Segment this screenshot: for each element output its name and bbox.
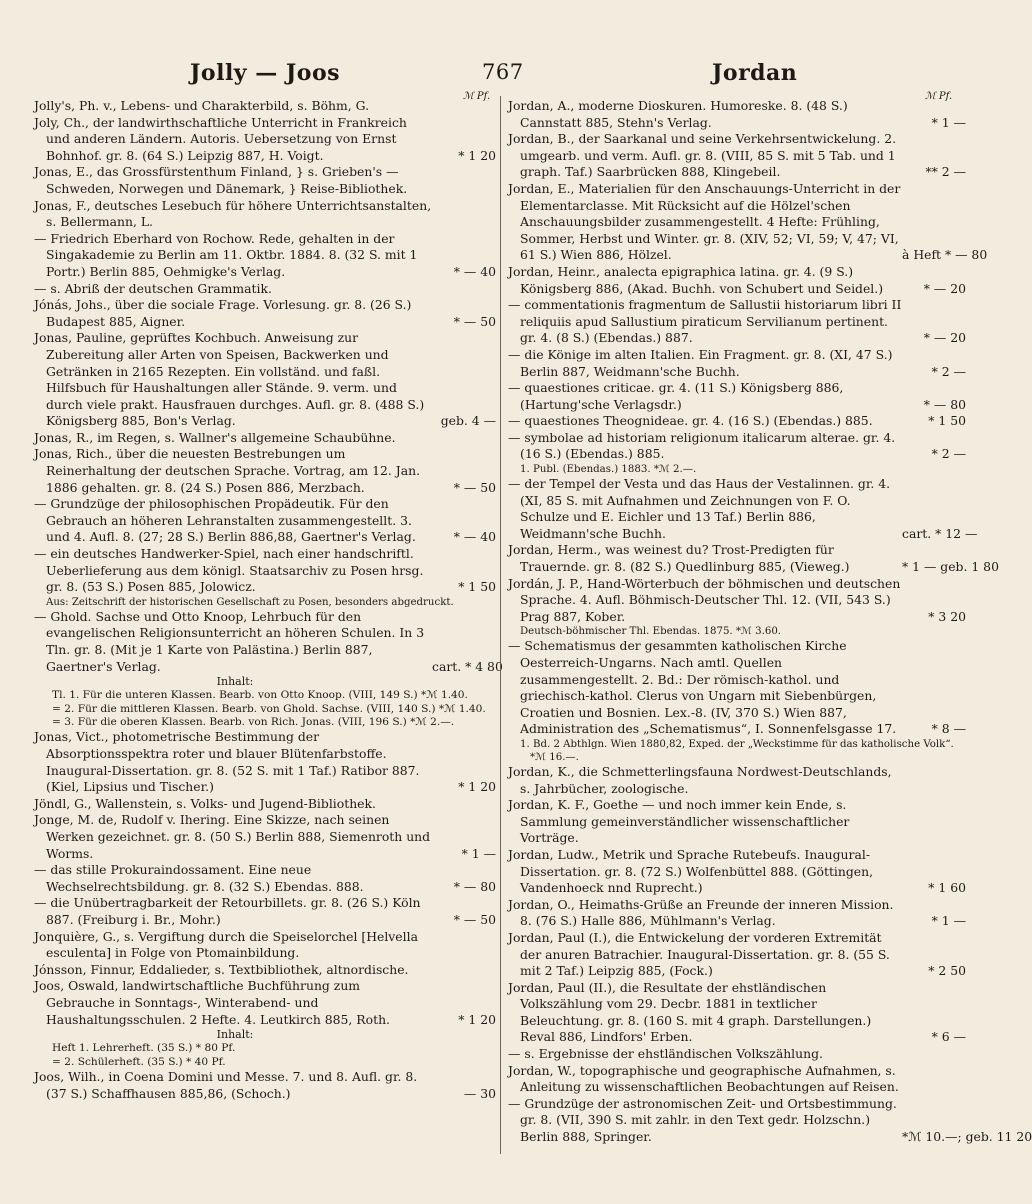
- entry-price: * 8 —: [931, 721, 966, 737]
- entry-note: Aus: Zeitschrift der historischen Gesellschaft zu Posen, besonders abgedruckt.: [46, 596, 454, 608]
- entry-price: * — 80: [453, 878, 496, 894]
- catalog-entry: [508, 764, 966, 797]
- catalog-entry: [508, 131, 966, 181]
- entry-price: * 6 —: [931, 1029, 966, 1045]
- contents-line: Heft 1. Lehrerheft. (35 S.) * 80 Pf.: [52, 1042, 236, 1055]
- entry-text: — Grundzüge der philosophischen Propädeutik. Für den Gebrauch an höheren Lehranstalten zusammengestellt. 3. und 4. Aufl. 8. (27; 28 S.) Berlin 886,88, Gaertner's Verlag.: [34, 496, 416, 545]
- entry-note: Deutsch-böhmischer Thl. Ebendas. 1875. *ℳ 3.60.: [520, 626, 782, 638]
- entry-price: * — 50: [453, 313, 496, 329]
- catalog-entry: [508, 380, 966, 413]
- catalog-entry: [508, 797, 966, 847]
- entry-text: Jónsson, Finnur, Eddalieder, s. Textbibliothek, altnordische.: [34, 961, 409, 977]
- catalog-entry: [508, 264, 966, 297]
- entry-text: — ein deutsches Handwerker-Spiel, nach einer handschriftl. Ueberlieferung aus dem königl. Staatsarchiv zu Posen hrsg. gr. 8. (53 S.) Posen 885, Jolowicz.: [34, 546, 424, 595]
- entry-price: * — 80: [923, 396, 966, 412]
- entry-price: * 1 —: [931, 913, 966, 929]
- entry-text: — Friedrich Eberhard von Rochow. Rede, gehalten in der Singakademie zu Berlin am 11. Oktbr. 1884. 8. (32 S. mit 1 Portr.) Berlin 885, Oehmigke's Verlag.: [34, 230, 418, 279]
- entry-text: Jordan, Paul (II.), die Resultate der ehstländischen Volkszählung vom 29. Decbr. 1881 in textlicher Beleuchtung. gr. 8. (160 S. mit 4 graph. Darstellungen.) Reval 886, Lindfors' Erben.: [508, 979, 872, 1045]
- left-column: [34, 98, 503, 1102]
- catalog-entry: [508, 1063, 966, 1096]
- catalog-entry: [34, 297, 496, 330]
- entry-price: * 3 20: [928, 608, 966, 624]
- catalog-entry: [34, 164, 496, 197]
- entry-text: Jordan, O., Heimaths-Grüße an Freunde der inneren Mission. 8. (76 S.) Halle 886, Mühlmann's Verlag.: [508, 896, 894, 929]
- entry-text: Jordan, Ludw., Metrik und Sprache Rutebeufs. Inaugural-Dissertation. gr. 8. (72 S.) Wolfenbüttel 888. (Göttingen, Vandenhoeck nnd Ruprecht.): [508, 846, 874, 896]
- catalog-entry: [508, 1046, 966, 1063]
- entry-text: Jonas, Rich., über die neuesten Bestrebungen um Reinerhaltung der deutschen Sprache. Vortrag, am 12. Jan. 1886 gehalten. gr. 8. (24 S.) Posen 886, Merzbach.: [34, 446, 421, 495]
- entry-price: * 1 20: [458, 1011, 496, 1027]
- catalog-entry: [508, 930, 966, 980]
- catalog-entry: [34, 796, 496, 813]
- catalog-entry: [508, 347, 966, 380]
- currency-header-right: ℳ Pf.: [925, 91, 953, 102]
- catalog-entry: [508, 847, 966, 897]
- catalog-entry: [508, 180, 988, 264]
- catalog-entry: [34, 608, 503, 675]
- entry-text: Jonas, F., deutsches Lesebuch für höhere Unterrichtsanstalten, s. Bellermann, L.: [34, 197, 432, 230]
- contents-heading: Inhalt:: [216, 675, 254, 689]
- entry-text: Jonas, Vict., photometrische Bestimmung der Absorptionsspektra roter und blauer Blütenfarbstoffe. Inaugural-Dissertation. gr. 8. (52 S. mit 1 Taf.) Ratibor 887. (Kiel, Lipsius und Tischer.): [34, 729, 420, 795]
- catalog-entry: [34, 546, 496, 596]
- entry-text: — quaestiones Theognideae. gr. 4. (16 S.) (Ebendas.) 885.: [508, 413, 873, 429]
- entry-text: — Ghold. Sachse und Otto Knoop, Lehrbuch für den evangelischen Religionsunterricht an höheren Schulen. In 3 Tln. gr. 8. (Mit je 1 Karte von Palästina.) Berlin 887, Gaertner's Verlag.: [34, 608, 425, 674]
- entry-price: *ℳ 10.—; geb. 11 20: [902, 1129, 1032, 1145]
- catalog-entry: [34, 862, 496, 895]
- entry-price: geb. 4 —: [440, 413, 496, 429]
- entry-price: * — 40: [453, 529, 496, 545]
- catalog-entry: [508, 430, 966, 463]
- entry-text: — Schematismus der gesammten katholischen Kirche Oesterreich-Ungarns. Nach amtl. Quellen zusammengestellt. 2. Bd.: Der römisch-kathol. und griechisch-kathol. Clerus von Ungarn mit Siebenbürgen, Croatien und Bosnien. Lex.-8. (IV, 370 S.) Wien 887, Administration des „Schematismus“, I. Sonnenfelsgasse 17.: [508, 638, 897, 737]
- entry-price: * 2 50: [928, 963, 966, 979]
- column-divider: [500, 96, 501, 1154]
- entry-text: Jordan, W., topographische und geographische Aufnahmen, s. Anleitung zu wissenschaftlichen Beobachtungen auf Reisen.: [508, 1062, 899, 1095]
- entry-text: — commentationis fragmentum de Sallustii historiarum libri II reliquiis apud Sallustium piraticum Servilianum pertinent. gr. 4. (8 S.) (Ebendas.) 887.: [508, 297, 902, 346]
- catalog-entry: [508, 297, 966, 347]
- entry-price: * 1 20: [458, 147, 496, 163]
- contents-line: = 3. Für die oberen Klassen. Bearb. von Rich. Jonas. (VIII, 196 S.) *ℳ 2.—.: [52, 716, 455, 728]
- catalog-entry: [34, 115, 496, 165]
- catalog-entry: [508, 98, 966, 131]
- catalog-entry: [34, 978, 496, 1028]
- entry-text: — Grundzüge der astronomischen Zeit- und Ortsbestimmung. gr. 8. (VII, 390 S. mit zahlr. in den Text gedr. Holzschn.) Berlin 888, Springer.: [508, 1095, 897, 1145]
- entry-price: * — 50: [453, 479, 496, 495]
- catalog-entry: [34, 962, 496, 979]
- entry-price: * — 20: [923, 280, 966, 296]
- entry-text: Jordan, B., der Saarkanal und seine Verkehrsentwickelung. 2. umgearb. und verm. Aufl. gr. 8. (VIII, 85 S. mit 5 Tab. und 1 graph. Taf.) Saarbrücken 888, Klingebeil.: [508, 131, 897, 180]
- entry-text: Jordan, K. F., Goethe — und noch immer kein Ende, s. Sammlung gemeinverständlicher wissenschaftlicher Vorträge.: [508, 797, 850, 846]
- contents-line: = 2. Schülerheft. (35 S.) * 40 Pf.: [52, 1055, 226, 1068]
- entry-text: — quaestiones criticae. gr. 4. (11 S.) Königsberg 886, (Hartung'sche Verlagsdr.): [508, 380, 844, 412]
- catalog-entry: [34, 281, 496, 298]
- catalog-entry: [34, 812, 496, 862]
- entry-note: 1. Publ. (Ebendas.) 1883. *ℳ 2.—.: [520, 464, 697, 476]
- entry-price: * 1 —: [931, 114, 966, 130]
- catalog-entry: [34, 895, 496, 928]
- catalog-entry: [34, 729, 496, 795]
- entry-price: * 1 20: [458, 779, 496, 795]
- left-running-head: Jolly — Joos: [190, 60, 341, 86]
- entry-text: Jonas, R., im Regen, s. Wallner's allgemeine Schaubühne.: [34, 429, 396, 445]
- entry-text: Jonge, M. de, Rudolf v. Ihering. Eine Skizze, nach seinen Werken gezeichnet. gr. 8. (50 S.) Berlin 888, Siemenroth und Worms.: [34, 812, 431, 861]
- catalog-entry: [34, 929, 496, 962]
- catalog-entry: [34, 98, 496, 115]
- entry-price: cart. * 4 80: [432, 658, 503, 674]
- catalog-entry: [508, 897, 966, 930]
- entry-text: — s. Ergebnisse der ehstländischen Volkszählung.: [508, 1046, 823, 1062]
- entry-text: — die Unübertragbarkeit der Retourbillets. gr. 8. (26 S.) Köln 887. (Freiburg i. Br., Mohr.): [34, 895, 421, 927]
- catalog-entry: [34, 1069, 496, 1102]
- entry-text: Joos, Wilh., in Coena Domini und Messe. 7. und 8. Aufl. gr. 8. (37 S.) Schaffhausen 885,86, (Schoch.): [34, 1068, 418, 1101]
- entry-text: — s. Abriß der deutschen Grammatik.: [34, 280, 272, 296]
- entry-price: * 1 — geb. 1 80: [902, 559, 999, 575]
- catalog-entry: [34, 496, 496, 546]
- entry-price: * 1 50: [458, 579, 496, 595]
- catalog-entry: [34, 198, 496, 231]
- catalog-entry: [34, 231, 496, 281]
- catalog-entry: [34, 430, 496, 447]
- entry-text: Joos, Oswald, landwirtschaftliche Buchführung zum Gebrauche in Sonntags-, Winterabend- und Haushaltungsschulen. 2 Hefte. 4. Leutkirch 885, Roth.: [34, 978, 390, 1027]
- entry-price: * 2 —: [931, 363, 966, 379]
- entry-note: 1. Bd. 2 Abthlgn. Wien 1880,82, Exped. der „Weckstimme für das katholische Volk“. *ℳ 16.—.: [520, 738, 954, 763]
- entry-text: Jonquière, G., s. Vergiftung durch die Speiselorchel [Helvella esculenta] in Folge von Ptomainbildung.: [34, 928, 418, 961]
- entry-text: Jordan, Heinr., analecta epigraphica latina. gr. 4. (9 S.) Königsberg 886, (Akad. Buchh. von Schubert und Seidel.): [508, 263, 884, 296]
- catalog-entry: [34, 446, 496, 496]
- entry-text: Joly, Ch., der landwirthschaftliche Unterricht in Frankreich und anderen Ländern. Autoris. Uebersetzung von Ernst Bohnhof. gr. 8. (64 S.) Leipzig 887, H. Voigt.: [34, 114, 407, 163]
- entry-text: Jónás, Johs., über die sociale Frage. Vorlesung. gr. 8. (26 S.) Budapest 885, Aigner.: [34, 297, 412, 329]
- entry-text: Jordán, J. P., Hand-Wörterbuch der böhmischen und deutschen Sprache. 4. Aufl. Böhmisch-Deutscher Thl. 12. (VII, 543 S.) Prag 887, Kober.: [508, 575, 901, 624]
- entry-price: — 30: [463, 1085, 496, 1101]
- entry-text: Jonas, Pauline, geprüftes Kochbuch. Anweisung zur Zubereitung aller Arten von Speisen, Backwerken und Getränken in 2165 Rezepten. Ein vollständ. und faßl. Hilfsbuch für Haushaltungen aller Stände. 9. verm. und durch viele prakt. Hausfrauen durchges. Aufl. gr. 8. (488 S.) Königsberg 885, Bon's Verlag.: [34, 330, 425, 429]
- entry-price: * 2 —: [931, 446, 966, 462]
- page-number: 767: [482, 60, 524, 84]
- entry-text: Jolly's, Ph. v., Lebens- und Charakterbild, s. Böhm, G.: [34, 98, 370, 113]
- catalog-entry: [34, 330, 496, 430]
- catalog-entry: [508, 1095, 1032, 1146]
- entry-text: — die Könige im alten Italien. Ein Fragment. gr. 8. (XI, 47 S.) Berlin 887, Weidmann'sche Buchh.: [508, 346, 893, 379]
- catalog-entry: [508, 413, 966, 430]
- contents-line: = 2. Für die mittleren Klassen. Bearb. von Ghold. Sachse. (VIII, 140 S.) *ℳ 1.40.: [52, 702, 486, 715]
- catalog-entry: [508, 542, 999, 575]
- entry-text: Jordan, K., die Schmetterlingsfauna Nordwest-Deutschlands, s. Jahrbücher, zoologische.: [508, 763, 892, 796]
- entry-text: — symbolae ad historiam religionum italicarum alterae. gr. 4. (16 S.) (Ebendas.) 885.: [508, 429, 896, 462]
- entry-text: Jordan, Paul (I.), die Entwickelung der vorderen Extremität der anuren Batrachier. Inaugural-Dissertation. gr. 8. (55 S. mit 2 Taf.) Leipzig 885, (Fock.): [508, 929, 890, 979]
- entry-price: cart. * 12 —: [902, 525, 978, 541]
- entry-price: * — 20: [923, 330, 966, 346]
- entry-price: * — 40: [453, 263, 496, 279]
- right-column: [508, 98, 1032, 1146]
- entry-price: à Heft * — 80: [902, 247, 988, 263]
- entry-text: Jonas, E., das Grossfürstenthum Finland, } s. Grieben's — Schweden, Norwegen und Dänemark, } Reise-Bibliothek.: [34, 164, 408, 196]
- catalog-entry: [508, 980, 966, 1046]
- contents-line: Tl. 1. Für die unteren Klassen. Bearb. von Otto Knoop. (VIII, 149 S.) *ℳ 1.40.: [52, 689, 468, 702]
- entry-text: Jordan, A., moderne Dioskuren. Humoreske. 8. (48 S.) Cannstatt 885, Stehn's Verlag.: [508, 98, 848, 130]
- entry-text: Jordan, E., Materialien für den Anschauungs-Unterricht in der Elementarclasse. Mit Rücksicht auf die Hölzel'schen Anschauungsbilder zusammengestellt. 4 Hefte: Frühling, Sommer, Herbst und Winter. gr. 8. (XIV, 52; VI, 59; V, 47; VI, 61 S.) Wien 886, Hölzel.: [508, 180, 901, 263]
- currency-header-left: ℳ Pf.: [463, 91, 491, 102]
- entry-text: Jöndl, G., Wallenstein, s. Volks- und Jugend-Bibliothek.: [34, 795, 376, 811]
- entry-price: * 1 —: [461, 845, 496, 861]
- entry-price: * — 50: [453, 911, 496, 927]
- entry-text: Jordan, Herm., was weinest du? Trost-Predigten für Trauernde. gr. 8. (82 S.) Quedlinburg 885, (Vieweg.): [508, 542, 850, 575]
- entry-text: — der Tempel der Vesta und das Haus der Vestalinnen. gr. 4. (XI, 85 S. mit Aufnahmen und Zeichnungen von F. O. Schulze und E. Eichler und 13 Taf.) Berlin 886, Weidmann'sche Buchh.: [508, 476, 891, 541]
- catalog-entry: [508, 576, 966, 626]
- entry-price: * 1 60: [928, 880, 966, 896]
- entry-text: — das stille Prokuraindossament. Eine neue Wechselrechtsbildung. gr. 8. (32 S.) Ebendas. 888.: [34, 862, 364, 894]
- entry-price: * 1 50: [928, 413, 966, 429]
- contents-heading: Inhalt:: [216, 1028, 254, 1042]
- entry-price: ** 2 —: [925, 164, 966, 180]
- catalog-entry: [508, 476, 978, 542]
- catalog-entry: [508, 638, 966, 738]
- right-running-head: Jordan: [712, 60, 798, 86]
